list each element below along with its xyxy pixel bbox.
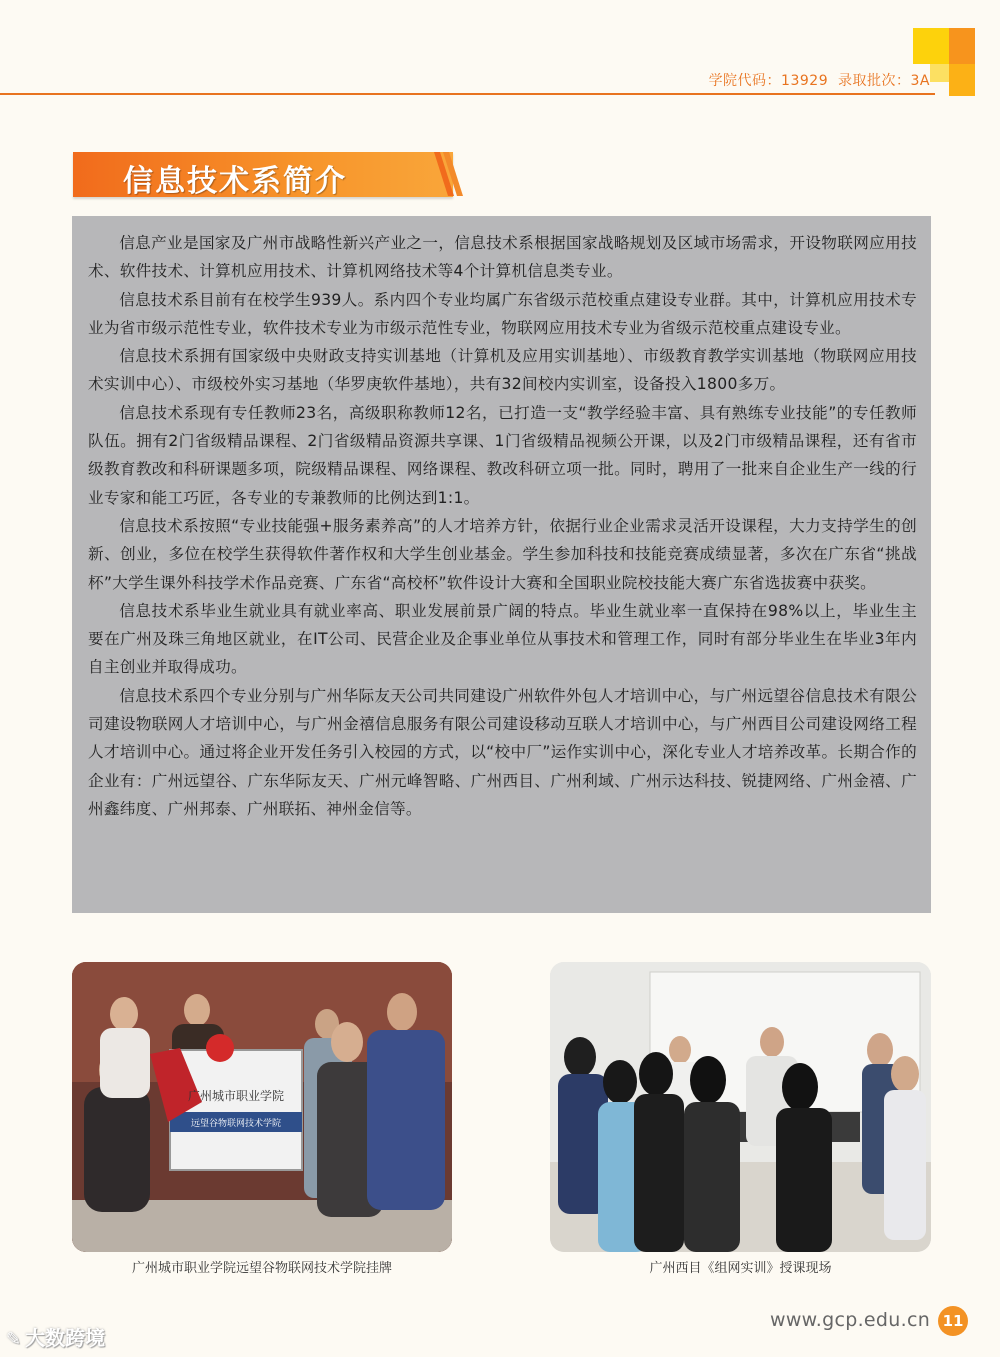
corner-block-orange — [949, 28, 975, 64]
photo-caption-1: 广州城市职业学院远望谷物联网技术学院挂牌 — [131, 1261, 392, 1276]
intro-paragraph: 信息技术系拥有国家级中央财政支持实训基地（计算机及应用实训基地）、市级教育教学实训基地（物联网应用技术实训中心）、市级校外实习基地（华罗庚软件基地），共有32间校内实训室，设备投入1800多万。 — [88, 347, 917, 394]
header-info — [709, 70, 930, 90]
classroom-training-photo — [550, 962, 931, 1252]
watermark-logo-icon: ✎ — [6, 1329, 22, 1350]
section-title: 信息技术系简介 — [123, 164, 347, 199]
photo-caption-2: 广州西目《组网实训》授课现场 — [649, 1261, 832, 1276]
page-number: 11 — [938, 1306, 968, 1336]
header-rule — [0, 93, 935, 95]
intro-paragraph: 信息技术系毕业生就业具有就业率高、职业发展前景广阔的特点。毕业生就业率一直保持在98%以上，毕业生主要在广州及珠三角地区就业，在IT公司、民营企业及企事业单位从事技术和管理工作，同时有部分毕业生在毕业3年内自主创业并取得成功。 — [88, 601, 917, 677]
watermark-text: 大数跨境 — [25, 1326, 106, 1350]
corner-block-amber — [949, 64, 975, 96]
title-slash-decoration — [434, 150, 470, 200]
plaque-text-line2: 远望谷物联网技术学院 — [190, 1119, 282, 1129]
plaque-ceremony-photo — [72, 962, 452, 1252]
college-code: 学院代码：13929 — [708, 73, 829, 89]
section-title-bar — [73, 152, 453, 197]
intro-text-box — [72, 216, 931, 913]
corner-block-light — [930, 64, 949, 82]
website-url: www.gcp.edu.cn — [770, 1309, 931, 1331]
admission-batch: 录取批次：3A — [838, 73, 930, 89]
intro-paragraph: 信息产业是国家及广州市战略性新兴产业之一，信息技术系根据国家战略规划及区域市场需求，开设物联网应用技术、软件技术、计算机应用技术、计算机网络技术等4个计算机信息类专业。 — [88, 234, 917, 281]
intro-paragraph: 信息技术系四个专业分别与广州华际友天公司共同建设广州软件外包人才培训中心，与广州远望谷信息技术有限公司建设物联网人才培训中心，与广州金禧信息服务有限公司建设移动互联人才培训中心，与广州西目公司建设网络工程人才培训中心。通过将企业开发任务引入校园的方式，以“校中厂”运作实训中心，深化专业人才培养改革。长期合作的企业有：广州远望谷、广东华际友天、广州元峰智略、广州西目、广州利域、广州示达科技、锐捷网络、广州金禧、广州鑫纬度、广州邦泰、广州联拓、神州金信等。 — [88, 686, 917, 818]
watermark — [6, 1322, 105, 1351]
intro-paragraph: 信息技术系现有专任教师23名，高级职称教师12名，已打造一支“教学经验丰富、具有熟练专业技能”的专任教师队伍。拥有2门省级精品课程、2门省级精品资源共享课、1门省级精品视频公开课，以及2门市级精品课程，还有省市级教育教改和科研课题多项，院级精品课程、网络课程、教改科研立项一批。同时，聘用了一批来自企业生产一线的行业专家和能工巧匠，各专业的专兼教师的比例达到1:1。 — [88, 403, 917, 507]
intro-paragraph: 信息技术系按照“专业技能强+服务素养高”的人才培养方针，依据行业企业需求灵活开设课程，大力支持学生的创新、创业，多位在校学生获得软件著作权和大学生创业基金。学生参加科技和技能竞赛成绩显著，多次在广东省“挑战杯”大学生课外科技学术作品竞赛、广东省“高校杯”软件设计大赛和全国职业院校技能大赛广东省选拔赛中获奖。 — [88, 516, 917, 592]
intro-paragraph: 信息技术系目前有在校学生939人。系内四个专业均属广东省级示范校重点建设专业群。其中，计算机应用技术专业为省市级示范性专业，软件技术专业为市级示范性专业，物联网应用技术专业为省级示范校重点建设专业。 — [88, 290, 917, 337]
plaque-text-line1: 广州城市职业学院 — [187, 1089, 285, 1103]
corner-block-yellow — [913, 28, 949, 64]
